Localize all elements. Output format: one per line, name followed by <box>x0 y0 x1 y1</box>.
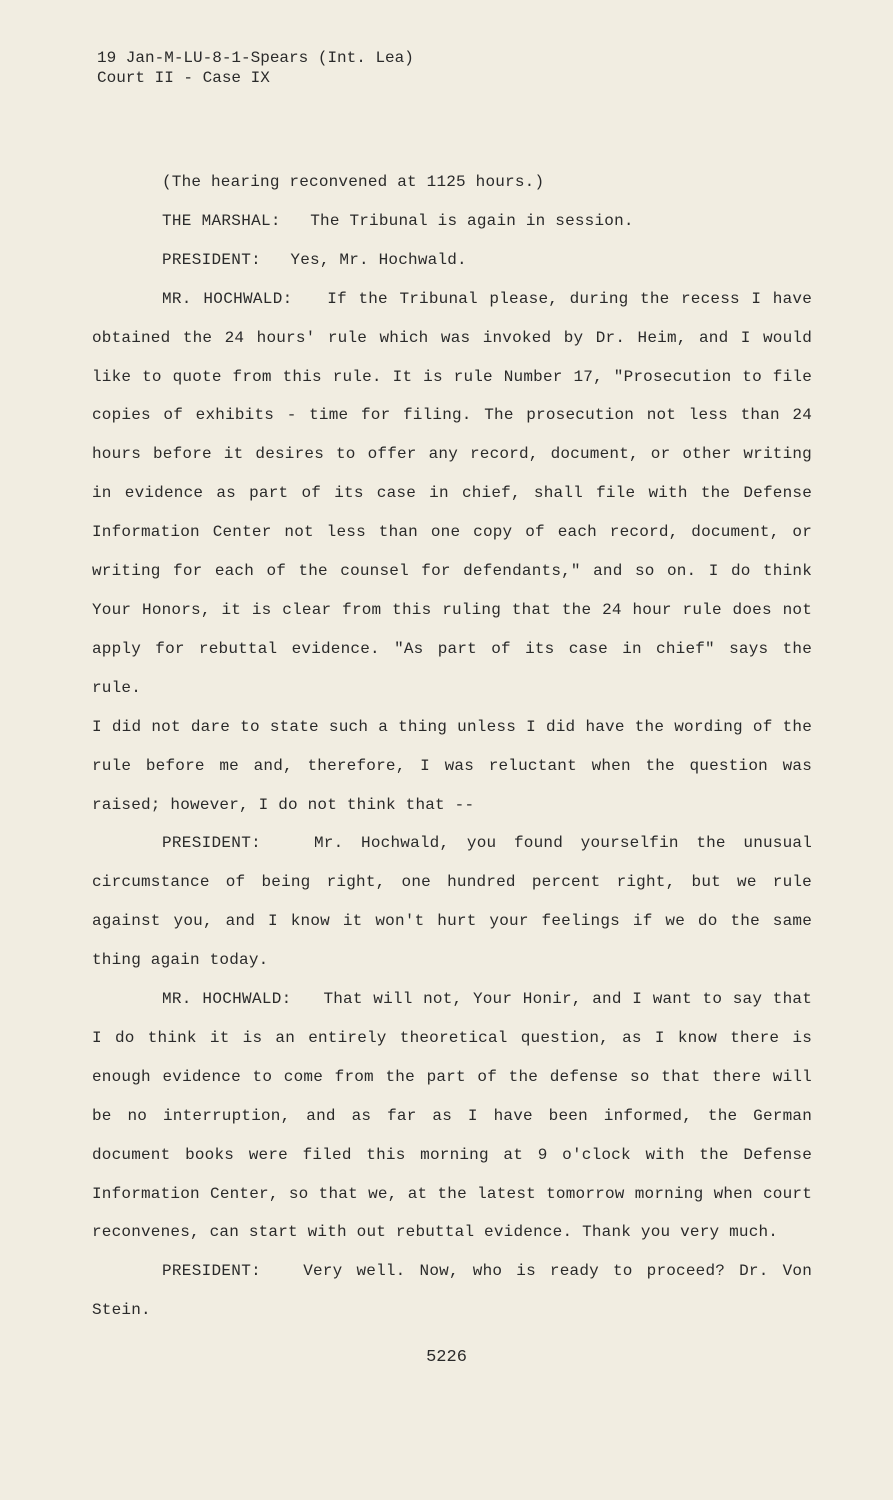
paragraph-text: Yes, Mr. Hochwald. <box>290 250 467 269</box>
transcript-paragraph <box>92 241 812 280</box>
paragraph-text: I did not dare to state such a thing unless I did have the wording of the rule before me and, therefore, I was reluctant when the question was raised; however, I do not think that -- <box>92 717 812 814</box>
paragraph-text: Very well. Now, who is ready to proceed? Dr. Von Stein. <box>92 1262 812 1320</box>
paragraph-text: Mr. Hochwald, you found yourselfin the unusual circumstance of being right, one hundred percent right, but we rule against you, and I know it won't hurt your feelings if we do the same thing again today. <box>92 834 813 970</box>
paragraph-text: The Tribunal is again in session. <box>310 211 634 230</box>
paragraph-text: If the Tribunal please, during the recess I have obtained the 24 hours' rule which was invoked by Dr. Heim, and I would like to quote from this rule. It is rule Number 17, "Prosecution to file copies of exhibits - time for filing. The prosecution not less than 24 hours before it desires to offer any record, document, or other writing in evidence as part of its case in chief, shall file with the Defense Information Center not less than one copy of each record, document, or writing for each of the counsel for defendants," and so on. I do think Your Honors, it is clear from this ruling that the 24 hour rule does not apply for rebuttal evidence. "As part of its case in chief" says the rule. <box>92 289 812 697</box>
speaker-label: THE MARSHAL: <box>162 211 281 230</box>
speaker-label: MR. HOCHWALD: <box>162 990 292 1009</box>
transcript-paragraph <box>92 824 812 980</box>
paragraph-text: That will not, Your Honir, and I want to say that I do think it is an entirely theoretical question, as I know there is enough evidence to come from the part of the defense so that there will be no interruption, and as far as I have been informed, the German document books were filed this morning at 9 o'clock with the Defense Information Center, so that we, at the latest tomorrow morning when court reconvenes, can start with out rebuttal evidence. Thank you very much. <box>92 990 812 1242</box>
transcript-body <box>92 163 812 1330</box>
transcript-paragraph <box>92 980 812 1252</box>
transcript-paragraph <box>92 1252 812 1330</box>
paragraph-text: (The hearing reconvened at 1125 hours.) <box>162 173 545 191</box>
transcript-paragraph <box>92 280 812 708</box>
transcript-paragraph <box>92 163 812 202</box>
transcript-paragraph <box>92 708 812 825</box>
speaker-label: MR. HOCHWALD: <box>162 289 293 308</box>
document-header <box>97 48 414 88</box>
speaker-label: PRESIDENT: <box>162 834 262 853</box>
page-number: 5226 <box>426 1348 467 1367</box>
transcript-paragraph <box>92 202 812 241</box>
header-session-line: 19 Jan-M-LU-8-1-Spears (Int. Lea) <box>97 49 414 67</box>
header-court-line: Court II - Case IX <box>97 69 270 87</box>
speaker-label: PRESIDENT: <box>162 1262 262 1281</box>
speaker-label: PRESIDENT: <box>162 250 262 269</box>
